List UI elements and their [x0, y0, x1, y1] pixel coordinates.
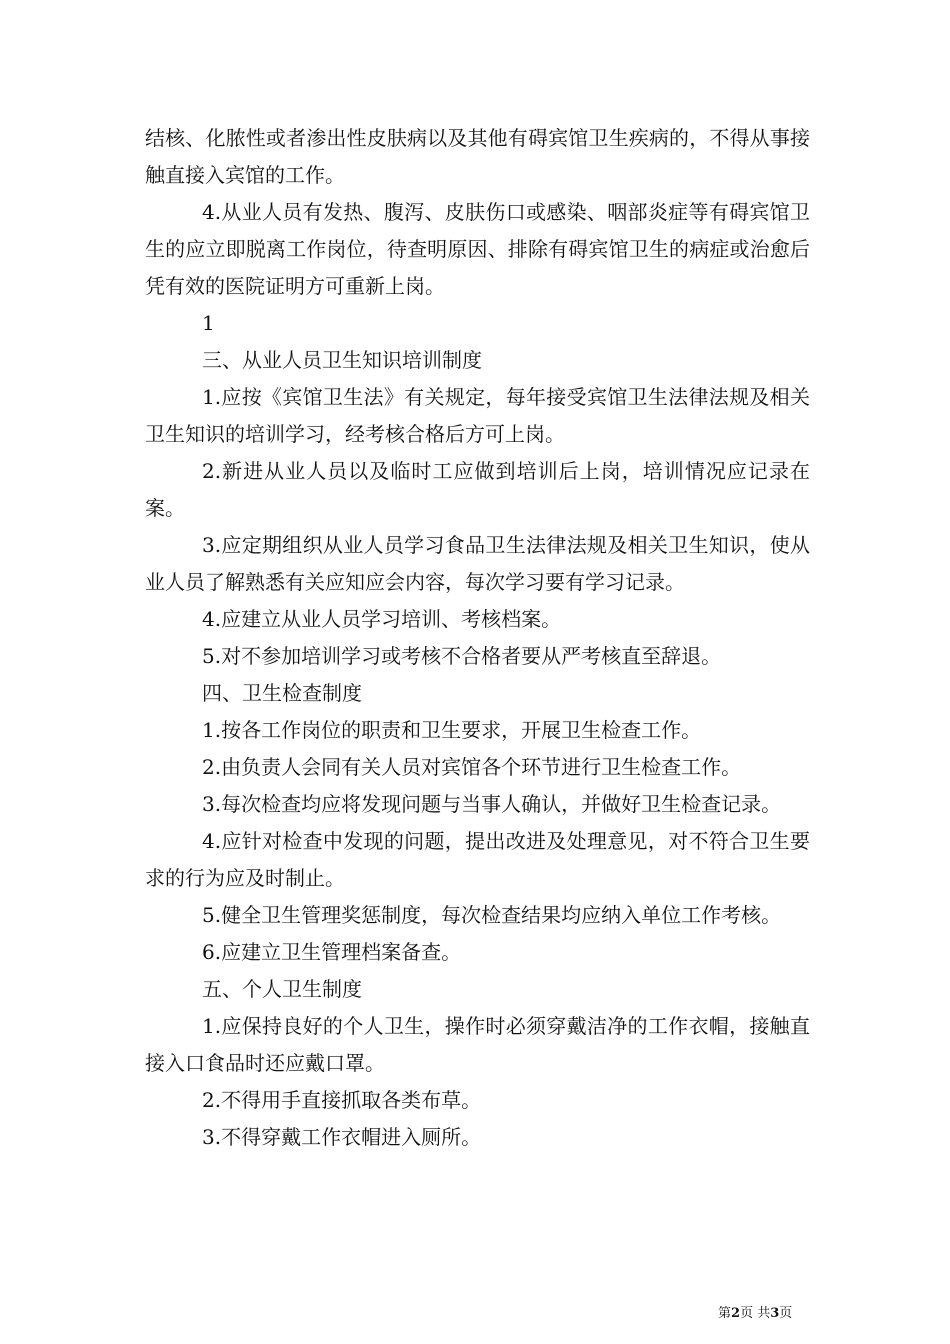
- footer-current-page: 2: [731, 1306, 741, 1321]
- paragraph: 5.对不参加培训学习或考核不合格者要从严考核直至辞退。: [202, 644, 722, 668]
- body-text: [145, 120, 810, 1156]
- paragraph: 2.由负责人会同有关人员对宾馆各个环节进行卫生检查工作。: [202, 755, 742, 779]
- footer-middle: 页 共: [740, 1306, 771, 1321]
- paragraph: 4.从业人员有发热、腹泻、皮肤伤口或感染、咽部炎症等有碍宾馆卫生的应立即脱离工作岗位，待查明原因、排除有碍宾馆卫生的病症或治愈后凭有效的医院证明方可重新上岗。: [145, 200, 810, 298]
- paragraph: 1.应保持良好的个人卫生，操作时必须穿戴洁净的工作衣帽，接触直接入口食品时还应戴口罩。: [145, 1014, 810, 1075]
- paragraph: 3.应定期组织从业人员学习食品卫生法律法规及相关卫生知识，使从业人员了解熟悉有关应知应会内容，每次学习要有学习记录。: [145, 533, 810, 594]
- paragraph: 1.按各工作岗位的职责和卫生要求，开展卫生检查工作。: [202, 718, 702, 742]
- section-heading: 三、从业人员卫生知识培训制度: [202, 348, 482, 372]
- paragraph: 5.健全卫生管理奖惩制度，每次检查结果均应纳入单位工作考核。: [202, 903, 782, 927]
- footer-suffix: 页: [779, 1306, 793, 1321]
- section-heading: 四、卫生检查制度: [202, 681, 362, 705]
- paragraph: 2.新进从业人员以及临时工应做到培训后上岗，培训情况应记录在案。: [145, 459, 810, 520]
- page-footer: [718, 1305, 792, 1323]
- paragraph: 6.应建立卫生管理档案备查。: [202, 940, 462, 964]
- paragraph: 4.应建立从业人员学习培训、考核档案。: [202, 607, 562, 631]
- footer-total-pages: 3: [770, 1306, 780, 1321]
- paragraph: 结核、化脓性或者渗出性皮肤病以及其他有碍宾馆卫生疾病的，不得从事接触直接入宾馆的工作。: [145, 126, 810, 187]
- paragraph: 3.不得穿戴工作衣帽进入厕所。: [202, 1125, 482, 1149]
- paragraph: 2.不得用手直接抓取各类布草。: [202, 1088, 482, 1112]
- paragraph: 4.应针对检查中发现的问题，提出改进及处理意见，对不符合卫生要求的行为应及时制止。: [145, 829, 810, 890]
- paragraph: 3.每次检查均应将发现问题与当事人确认，并做好卫生检查记录。: [202, 792, 782, 816]
- paragraph: 1.应按《宾馆卫生法》有关规定，每年接受宾馆卫生法律法规及相关卫生知识的培训学习，经考核合格后方可上岗。: [145, 385, 810, 446]
- footer-prefix: 第: [718, 1306, 732, 1321]
- section-heading: 五、个人卫生制度: [202, 977, 362, 1001]
- page-number-inline: 1: [202, 311, 215, 335]
